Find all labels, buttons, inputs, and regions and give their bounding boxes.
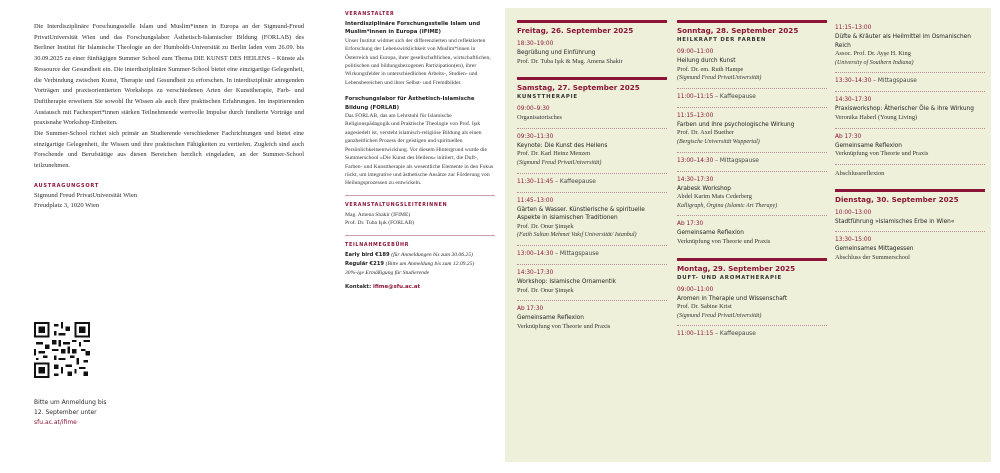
registration-link[interactable]: sfu.ac.at/ifime bbox=[34, 418, 77, 426]
org1-name: Interdisziplinäre Forschungsstelle Islam und Muslim*innen in Europa (IFIME) bbox=[345, 21, 481, 36]
fees-label: TEILNAHMEGEBÜHR bbox=[345, 242, 410, 248]
schedule-event bbox=[677, 44, 827, 89]
day-title: Montag, 29. September 2025 bbox=[677, 263, 796, 273]
event-affiliation: (Sigmund Freud PrivatUniversität) bbox=[677, 75, 762, 82]
schedule-column-2 bbox=[677, 20, 827, 344]
fee-discount-note: 30%-ige Ermäßigung für Studierende bbox=[345, 269, 430, 276]
leaders-section bbox=[345, 203, 495, 236]
event-title: Praxisworkshop: Ätherischer Öle & ihre Wirkung bbox=[835, 106, 974, 113]
event-time-value: 09:00–9:30 bbox=[517, 106, 550, 113]
day-title: Sonntag, 28. September 2025 bbox=[677, 26, 799, 35]
event-title: Heilung durch Kunst bbox=[677, 58, 736, 64]
event-person: Prof. Dr. em. Ruth Hampe bbox=[677, 65, 744, 73]
venue-label: AUSTRAGUNGSORT bbox=[34, 182, 100, 189]
event-time bbox=[677, 220, 827, 229]
schedule-event bbox=[835, 92, 985, 128]
event-affiliation: (Sigmund Freud PrivatUniversität) bbox=[677, 312, 762, 319]
event-time-value: 11:15–13:00 bbox=[835, 25, 872, 31]
event-affiliation: (Fatih Sultan Mehmet Vakıf Universität/ Istanbul) bbox=[517, 232, 637, 239]
event-time-value: 14:30–17:30 bbox=[835, 97, 872, 104]
event-time bbox=[835, 236, 985, 245]
schedule-event bbox=[835, 165, 985, 183]
event-time bbox=[677, 286, 827, 295]
schedule-event bbox=[835, 205, 985, 233]
schedule-event bbox=[677, 172, 827, 217]
event-person: Organisatorisches bbox=[517, 114, 563, 122]
schedule-event bbox=[677, 326, 827, 344]
event-title: Keynote: Die Kunst des Heilens bbox=[517, 142, 608, 149]
schedule-event bbox=[517, 129, 667, 174]
leaders-label: VERANSTALTUNGSLEITERINNEN bbox=[345, 202, 448, 208]
org2-text: Das FORLAB, das am Lehrstuhl für Islamische Religionspädagogik und Praktische Theologie von Prof. Işık angesiedelt ist, versteht islamisch-religiöse Bildung als einen ganzheitlichen Prozess der geistigen und spirituellen Persönlichkeitsentwicklung. Vor diesem Hintergrund wurde die Summerschool »Die Kunst des Heilens« initiiert, die Duft-, Farben- und Kunsttherapie als wesentliche Elemente in den Fokus rückt, um integrative und ästhetische Ansätze zur Förderung von Heilungsprozessen zu entwickeln. bbox=[345, 113, 494, 187]
event-time bbox=[517, 197, 667, 206]
event-person: Prof. Dr. Onur Şimşek bbox=[517, 222, 574, 230]
day-title: Samstag, 27. September 2025 bbox=[517, 83, 640, 93]
event-affiliation: (Sigmund Freud PrivatUniversität) bbox=[517, 159, 602, 166]
event-time bbox=[835, 133, 985, 142]
fees-section bbox=[345, 243, 495, 297]
contact-email[interactable]: ifime@sfu.ac.at bbox=[373, 283, 421, 290]
registration-line-2: 12. September unter bbox=[34, 408, 97, 416]
schedule-event bbox=[517, 174, 667, 193]
registration-note bbox=[34, 398, 106, 427]
schedule-panel bbox=[505, 8, 991, 462]
schedule-column-1 bbox=[517, 20, 667, 336]
contact-label: Kontakt: bbox=[345, 283, 372, 290]
event-time bbox=[677, 157, 827, 166]
event-time bbox=[677, 176, 827, 185]
event-time-value: 11:00–11:15 bbox=[677, 93, 714, 100]
event-time bbox=[517, 178, 667, 187]
event-time-value: 10:00–13:00 bbox=[835, 209, 872, 216]
day-sunday bbox=[677, 20, 827, 252]
event-time-value: 13:30–15:00 bbox=[835, 237, 872, 244]
schedule-event bbox=[677, 89, 827, 108]
leader-1: Mag. Amena Shakir (IFIME) bbox=[345, 211, 411, 218]
event-title: Stadtführung »Islamisches Erbe in Wien« bbox=[835, 218, 955, 225]
schedule-event bbox=[517, 101, 667, 129]
qr-code-icon[interactable] bbox=[34, 322, 90, 378]
day-monday-continued bbox=[835, 20, 985, 183]
event-title: Aromen in Therapie und Wissenschaft bbox=[677, 295, 788, 302]
event-time bbox=[835, 24, 985, 33]
event-time bbox=[677, 112, 827, 121]
contact-line bbox=[345, 284, 495, 290]
fee-discount bbox=[345, 269, 495, 278]
event-person: Abschlussreflexion bbox=[835, 169, 885, 177]
event-time bbox=[517, 40, 667, 49]
event-title: Workshop: Islamische Ornamentik bbox=[517, 278, 617, 285]
event-time-value: 11:00–11:15 bbox=[677, 331, 714, 338]
day-friday bbox=[517, 20, 667, 71]
event-time-value: 14:30–17:30 bbox=[517, 269, 554, 276]
event-time-value: 11:30–11:45 bbox=[517, 178, 554, 185]
event-title: Gemeinsame Reflexion bbox=[517, 315, 584, 322]
event-break-label: – Mittagspause bbox=[713, 157, 759, 164]
event-time-value: 13:30–14:30 bbox=[835, 78, 872, 85]
day-saturday bbox=[517, 77, 667, 336]
schedule-event bbox=[677, 153, 827, 172]
leader-2: Prof. Dr. Tuba Işık (FORLAB) bbox=[345, 220, 414, 227]
venue-block bbox=[34, 191, 304, 212]
event-time bbox=[517, 250, 667, 259]
organizers-label: VERANSTALTER bbox=[345, 12, 395, 17]
event-person: Prof. Dr. Sabine Krist bbox=[677, 303, 732, 311]
day-title: Dienstag, 30. September 2025 bbox=[835, 194, 959, 204]
organizers-section bbox=[345, 12, 495, 196]
event-person: Prof. Dr. Karl Heinz Menzen bbox=[517, 150, 591, 158]
fee-early bbox=[345, 251, 495, 260]
event-time-value: Ab 17:30 bbox=[517, 306, 544, 313]
event-break-label: – Mittagspause bbox=[553, 250, 599, 257]
event-person: Abdel Karim Mats Cederberg bbox=[677, 193, 752, 201]
schedule-event bbox=[517, 193, 667, 246]
venue-address: Freudplatz 3, 1020 Wien bbox=[34, 202, 100, 210]
event-time bbox=[517, 269, 667, 278]
event-break-label: – Kaffeepause bbox=[713, 93, 756, 100]
venue-name: Sigmund Freud PrivatUniversität Wien bbox=[34, 191, 138, 199]
intro-paragraph-2: Die Summer-School richtet sich primär an Studierende verschiedener Fachrichtungen und bietet eine einzigartige Gelegenheit, ihr Wissen und ihre praktischen Fähigkeiten zu vertiefen. Zugleich sind auch Forschende und Berufstätige aus diesen Bereichen herzlich eingeladen, an der Summer-School teilzunehmen. bbox=[34, 130, 304, 170]
schedule-event bbox=[835, 73, 985, 92]
event-person: Veronika Haberl (Young Living) bbox=[835, 113, 918, 121]
event-time bbox=[517, 105, 667, 114]
event-person: Prof. Dr. Axel Buether bbox=[677, 129, 734, 137]
schedule-event bbox=[835, 232, 985, 267]
fee-regular-label: Regulär €219 bbox=[345, 260, 384, 267]
registration-line-1: Bitte um Anmeldung bis bbox=[34, 399, 107, 406]
fee-regular bbox=[345, 260, 495, 269]
event-time-value: 09:30–11:30 bbox=[517, 133, 554, 140]
event-time-value: Ab 17:30 bbox=[835, 133, 862, 140]
event-title: Farben und ihre psychologische Wirkung bbox=[677, 121, 795, 128]
schedule-event bbox=[835, 129, 985, 165]
event-break-label: – Kaffeepause bbox=[553, 178, 596, 185]
event-title: Gärten & Wasser. Künstlerische & spirituelle Aspekte in islamischen Traditionen bbox=[517, 206, 645, 222]
event-person: Verknüpfung von Theorie und Praxis bbox=[835, 150, 929, 158]
event-time-value: 13:00–14:30 bbox=[517, 250, 554, 257]
day-monday bbox=[677, 258, 827, 345]
schedule-event bbox=[517, 301, 667, 336]
event-person: Verknüpfung von Theorie und Praxis bbox=[677, 237, 771, 245]
intro-paragraph-1: Die Interdisziplinäre Forschungsstelle Islam und Muslim*innen in Europa an der Sigmund-Freud PrivatUniversität Wien und das Forschungslabor Ästhetisch-Islamischer Bildung (FORLAB) des Berliner Institut für Islamische Theologie an der Humboldt-Universität zu Berlin laden vom 26.09. bis 30.09.2025 zu einer fünftägigen Summer School zum Thema DIE KUNST DES HEILENS – Künste als Ressource der Gesundheit ein. Die interdisziplinäre Summer-School bietet eine einzigartige Gelegenheit, die Verbindung zwischen Kunst, Therapie und Gesundheit zu erforschen. In interdisziplinär anregenden Vorträgen und praxisorientierten Workshops zu verschiedenen Arten der Kunsttherapie, Farb- und Dufttherapie erweitern Sie sowohl Ihr Wissen als auch Ihre praktischen Erfahrungen. Im inspirierenden Austausch mit Fachexpert*innen stärken Teilnehmende wertvolle Impulse durch fundierte Vorträge und praxisnahe Workshop-Einheiten. bbox=[34, 23, 304, 127]
fee-early-note: (für Anmeldungen bis zum 30.06.25) bbox=[391, 251, 473, 258]
event-time bbox=[835, 77, 985, 86]
event-time bbox=[677, 330, 827, 339]
event-time-value: 11:45–13:00 bbox=[517, 197, 554, 204]
schedule-event bbox=[677, 216, 827, 251]
event-time-value: 11:15–13:00 bbox=[677, 112, 714, 119]
fee-regular-note: (Bitte um Anmeldung bis zum 12.09.25) bbox=[385, 260, 475, 267]
event-affiliation: (Bergische Universität Wuppertal) bbox=[677, 138, 760, 145]
schedule-column-3 bbox=[835, 20, 985, 268]
day-theme: DUFT- UND AROMATHERAPIE bbox=[677, 274, 783, 281]
event-break-label: – Mittagspause bbox=[871, 78, 917, 85]
event-time bbox=[835, 209, 985, 218]
event-time-value: 09:00–11:00 bbox=[677, 286, 714, 293]
event-title: Gemeinsame Reflexion bbox=[835, 142, 902, 149]
event-time bbox=[677, 93, 827, 102]
intro-panel bbox=[34, 22, 304, 462]
event-title: Arabesk Workshop bbox=[677, 185, 731, 192]
fee-early-label: Early bird €189 bbox=[345, 251, 390, 258]
event-title: Gemeinsames Mittagessen bbox=[835, 246, 914, 253]
event-title: Begrüßung und Einführung bbox=[517, 50, 596, 56]
intro-text bbox=[34, 22, 304, 172]
schedule-event bbox=[517, 36, 667, 71]
event-title: Düfte & Kräuter als Heilmittel im Osmanischen Reich bbox=[835, 34, 971, 49]
event-time-value: 13:00–14:30 bbox=[677, 157, 714, 164]
event-person: Assoc. Prof. Dr. Ayşe H. King bbox=[835, 50, 911, 58]
event-time-value: Ab 17:30 bbox=[677, 221, 704, 228]
event-time bbox=[677, 48, 827, 57]
event-person: Abschluss der Summerschool bbox=[835, 253, 910, 261]
org2-name: Forschungslabor für Ästhetisch-Islamische Bildung (FORLAB) bbox=[345, 96, 475, 111]
org1-text: Unser Institut widmet sich der differenzierten und reflektierten Erforschung der Lebenswirklichkeit von Muslim*innen in Österreich und Europa, ihrer gesellschaftlichen, wirtschaftlichen, politischen und bildungsbezogenen Partizipation(en), ihrer Wirkungsfelder in unterschiedlichen Arbeits-, Studien- und Lebensbereichen und ihrer Selbst- und Fremdbilder. bbox=[345, 37, 491, 86]
day-title: Freitag, 26. September 2025 bbox=[517, 26, 634, 35]
schedule-event bbox=[517, 246, 667, 265]
event-time-value: 14:30–17:30 bbox=[677, 176, 714, 183]
day-theme: HEILKRAFT DER FARBEN bbox=[677, 37, 767, 43]
event-break-label: – Kaffeepause bbox=[713, 331, 756, 338]
event-person: Prof. Dr. Onur Şimşek bbox=[517, 286, 574, 294]
schedule-event bbox=[677, 108, 827, 153]
event-person: Prof. Dr. Tuba Işık & Mag. Amena Shakir bbox=[517, 57, 623, 65]
day-theme: KUNSTTHERAPIE bbox=[517, 94, 578, 101]
event-time bbox=[517, 133, 667, 142]
event-affiliation: (University of Southern Indiana) bbox=[835, 59, 914, 66]
schedule-event bbox=[677, 282, 827, 327]
event-affiliation: Kalligraph, Örgina (Islamic Art Therapy) bbox=[677, 202, 778, 209]
day-tuesday bbox=[835, 189, 985, 268]
event-time bbox=[835, 96, 985, 105]
schedule-event bbox=[835, 20, 985, 73]
event-time bbox=[517, 305, 667, 314]
schedule-event bbox=[517, 265, 667, 301]
event-time-value: 09:00–11:00 bbox=[677, 49, 714, 55]
event-time-value: 18:30–19:00 bbox=[517, 41, 554, 47]
event-title: Gemeinsame Reflexion bbox=[677, 230, 744, 237]
info-panel bbox=[345, 12, 495, 462]
event-person: Verknüpfung von Theorie und Praxis bbox=[517, 322, 611, 330]
